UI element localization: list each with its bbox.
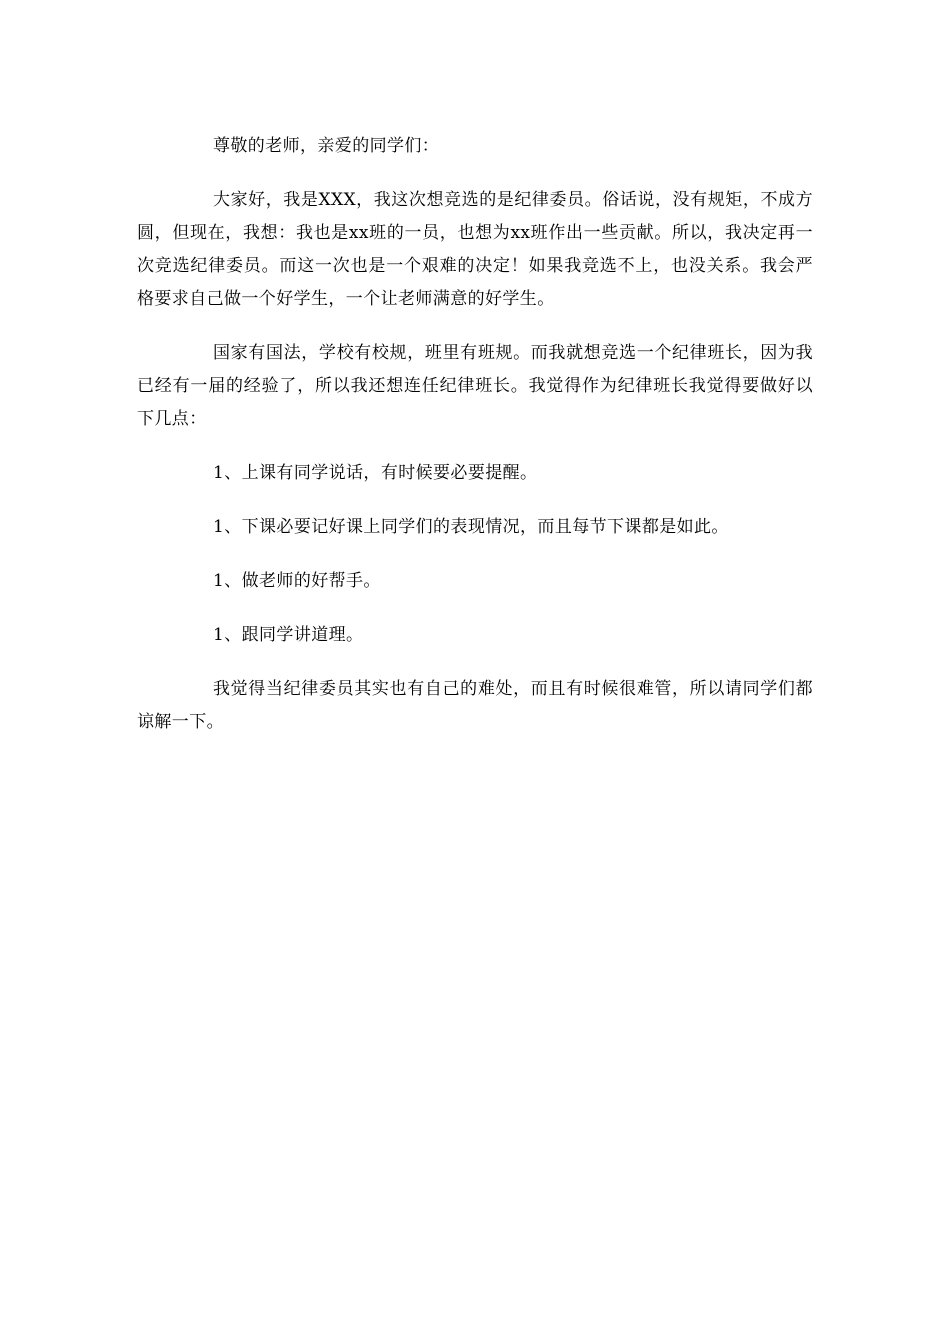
list-item: 1、下课必要记好课上同学们的表现情况，而且每节下课都是如此。 bbox=[213, 517, 729, 537]
paragraph-closing: 我觉得当纪律委员其实也有自己的难处，而且有时候很难管，所以请同学们都谅解一下。 bbox=[137, 679, 813, 732]
list-item: 1、跟同学讲道理。 bbox=[213, 625, 364, 645]
salutation: 尊敬的老师，亲爱的同学们： bbox=[213, 136, 440, 156]
paragraph-rules: 国家有国法，学校有校规，班里有班规。而我就想竞选一个纪律班长，因为我已经有一届的经验了，所以我还想连任纪律班长。我觉得作为纪律班长我觉得要做好以下几点： bbox=[137, 343, 813, 429]
paragraph-intro: 大家好，我是XXX，我这次想竞选的是纪律委员。俗话说，没有规矩，不成方圆，但现在，我想：我也是xx班的一员，也想为xx班作出一些贡献。所以，我决定再一次竞选纪律委员。而这一次也是一个艰难的决定！如果我竞选不上，也没关系。我会严格要求自己做一个好学生，一个让老师满意的好学生。 bbox=[137, 190, 813, 309]
list-item: 1、做老师的好帮手。 bbox=[213, 571, 381, 591]
list-item: 1、上课有同学说话，有时候要必要提醒。 bbox=[213, 463, 538, 483]
document-body bbox=[137, 130, 813, 760]
